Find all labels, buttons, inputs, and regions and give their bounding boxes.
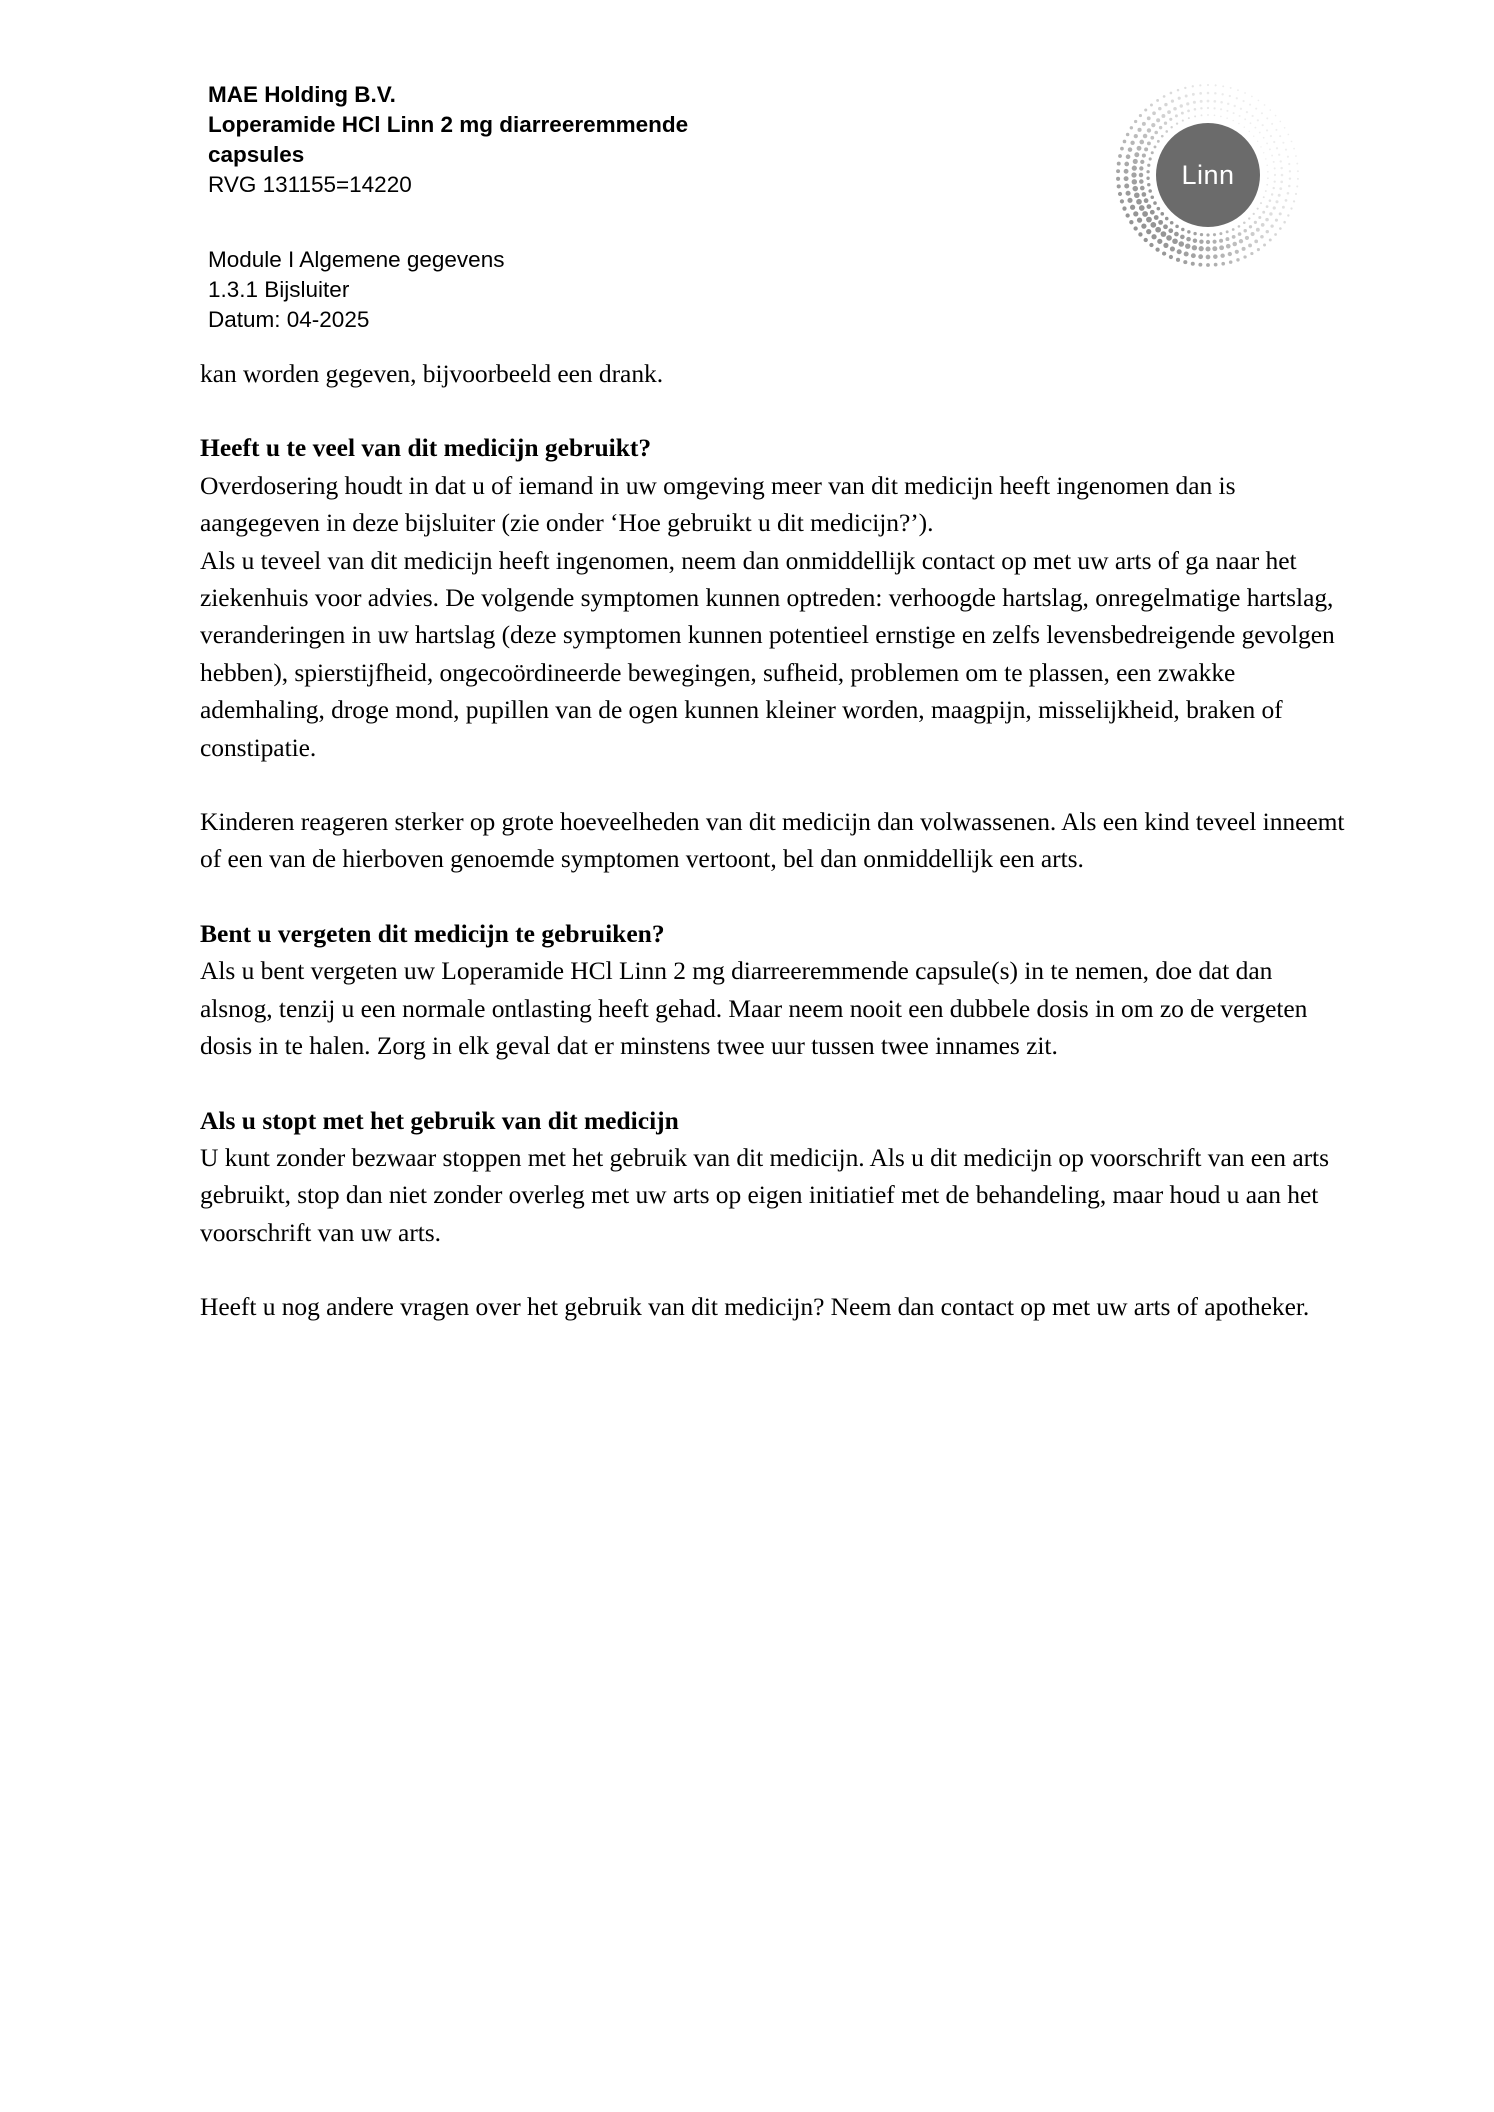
paragraph-closing: Heeft u nog andere vragen over het gebruik van dit medicijn? Neem dan contact op met uw arts of apotheker. [200, 1292, 1310, 1322]
header-product-line-2: capsules [208, 142, 305, 167]
heading-stop-use: Als u stopt met het gebruik van dit medicijn [200, 1105, 679, 1135]
linn-logo [1108, 75, 1308, 275]
heading-overdose: Heeft u te veel van dit medicijn gebruikt? [200, 433, 652, 463]
continued-line: kan worden gegeven, bijvoorbeeld een drank. [200, 359, 664, 388]
paragraph-stop-use: U kunt zonder bezwaar stoppen met het gebruik van dit medicijn. Als u dit medicijn op voorschrift van een arts gebruikt, stop dan niet zonder overleg met uw arts op eigen initiatief met de behandeling, maar houd u aan het voorschrift van uw arts. [200, 1142, 1329, 1247]
linn-logo-label: Linn [1181, 159, 1235, 190]
document-header [208, 80, 1108, 200]
paragraph-overdose-1: Overdosering houdt in dat u of iemand in uw omgeving meer van dit medicijn heeft ingenomen dan is aangegeven in deze bijsluiter (zie onder ‘Hoe gebruikt u dit medicijn?’). [200, 470, 1236, 538]
document-header-module [208, 245, 1108, 335]
paragraph-forgot-dose: Als u bent vergeten uw Loperamide HCl Linn 2 mg diarreeremmende capsule(s) in te nemen, doe dat dan alsnog, tenzij u een normale ontlasting heeft gehad. Maar neem nooit een dubbele dosis in om zo de vergeten dosis in te halen. Zorg in elk geval dat er minstens twee uur tussen twee innames zit. [200, 956, 1308, 1061]
header-module: Module I Algemene gegevens [208, 247, 505, 272]
linn-logo-rings [1108, 75, 1308, 275]
header-date: Datum: 04-2025 [208, 307, 370, 332]
heading-forgot-dose: Bent u vergeten dit medicijn te gebruiken? [200, 918, 665, 948]
header-product-line-1: Loperamide HCl Linn 2 mg diarreeremmende [208, 112, 689, 137]
header-company: MAE Holding B.V. [208, 82, 396, 107]
paragraph-children: Kinderen reageren sterker op grote hoeveelheden van dit medicijn dan volwassenen. Als een kind teveel inneemt of een van de hierboven genoemde symptomen vertoont, bel dan onmiddellijk een arts. [200, 807, 1345, 874]
paragraph-overdose-2: Als u teveel van dit medicijn heeft ingenomen, neem dan onmiddellijk contact op met uw arts of ga naar het ziekenhuis voor advies. De volgende symptomen kunnen optreden: verhoogde hartslag, onregelmatige hartslag, veranderingen in uw hartslag (deze symptomen kunnen potentieel ernstige en zelfs levensbedreigende gevolgen hebben), spierstijfheid, ongecoördineerde bewegingen, sufheid, problemen om te plassen, een zwakke ademhaling, droge mond, pupillen van de ogen kunnen kleiner worden, maagpijn, misselijkheid, braken of constipatie. [200, 545, 1335, 762]
header-section: 1.3.1 Bijsluiter [208, 277, 350, 302]
document-body [200, 355, 1348, 1326]
linn-logo-circle [1156, 123, 1260, 227]
header-rvg-number: RVG 131155=14220 [208, 172, 412, 197]
